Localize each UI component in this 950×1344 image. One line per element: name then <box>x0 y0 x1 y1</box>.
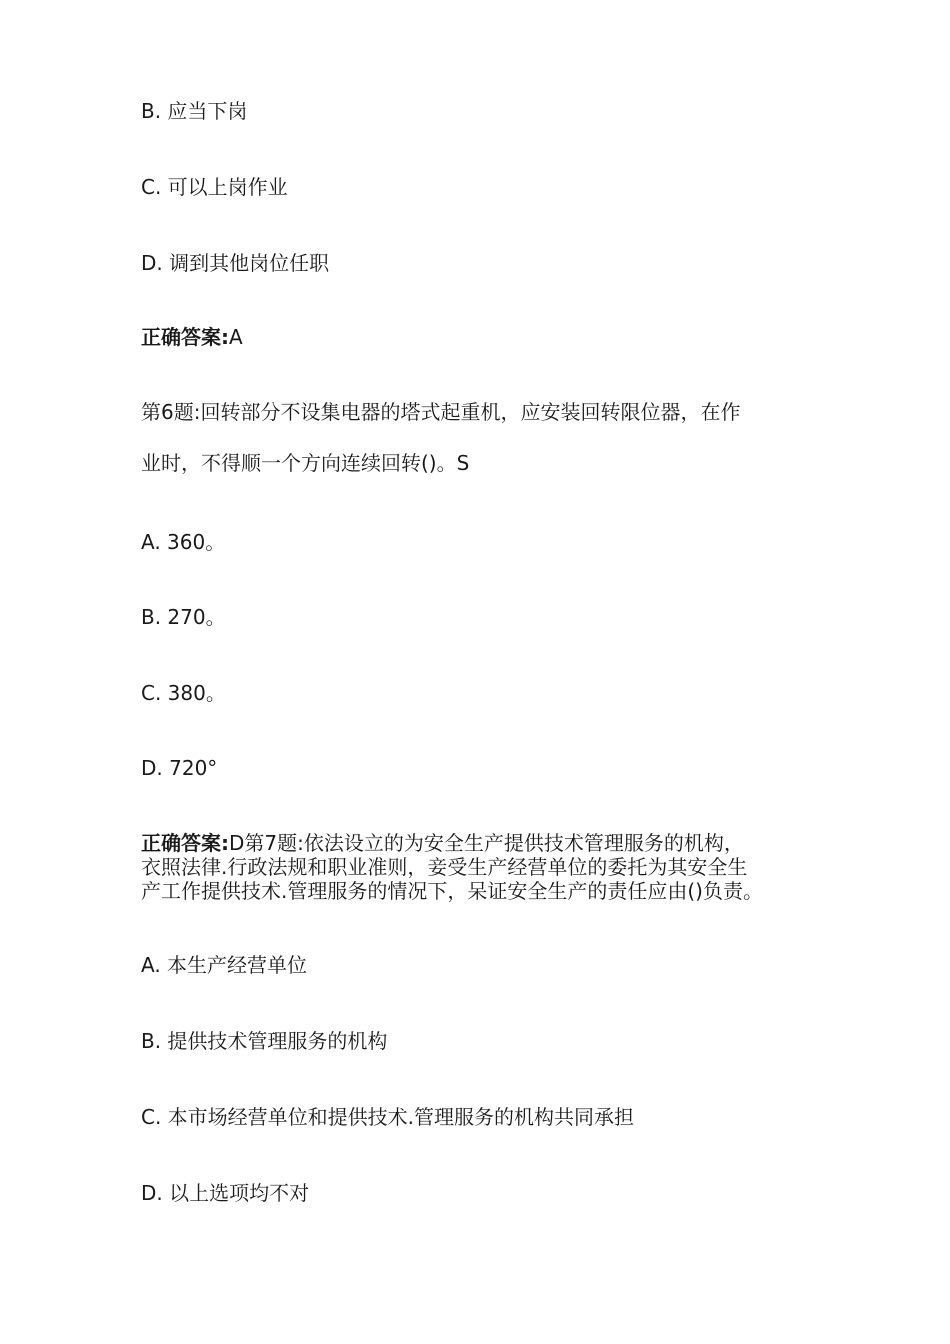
q6-answer-q7-stem <box>141 831 811 903</box>
answer-label: 正确答案: <box>141 831 229 855</box>
q7-option-b: B. 提供技术管理服务的机构 <box>141 1029 388 1053</box>
q7-stem-line-2: 衣照法律.行政法规和职业准则，妾受生产经营单位的委托为其安全生 <box>141 855 748 879</box>
q7-stem-line-1 <box>141 831 811 855</box>
q5-option-c: C. 可以上岗作业 <box>141 175 288 199</box>
q6-option-c: C. 380。 <box>141 681 226 705</box>
answer-value: A <box>229 325 243 349</box>
answer-value: D <box>229 831 245 855</box>
q7-stem-text: 第7题:依法设立的为安全生产提供技术管理服务的机构， <box>244 831 744 855</box>
q6-option-a: A. 360。 <box>141 530 226 554</box>
q6-stem-line-1: 第6题:回转部分不设集电器的塔式起重机，应安装回转限位器，在作 <box>141 400 741 424</box>
answer-label: 正确答案: <box>141 325 229 349</box>
q6-option-d: D. 720° <box>141 756 218 780</box>
q7-option-a: A. 本生产经营单位 <box>141 953 308 977</box>
q6-option-b: B. 270。 <box>141 605 226 629</box>
q7-stem-line-3: 产工作提供技术.管理服务的情况下，呆证安全生产的责任应由()负责。 <box>141 879 763 903</box>
q5-option-b: B. 应当下岗 <box>141 99 248 123</box>
q5-answer <box>141 324 243 350</box>
q7-option-c: C. 本市场经营单位和提供技术.管理服务的机构共同承担 <box>141 1105 635 1129</box>
q7-option-d: D. 以上选项均不对 <box>141 1181 310 1205</box>
q6-stem-line-2: 业时，不得顺一个方向连续回转()。S <box>141 451 470 475</box>
q5-option-d: D. 调到其他岗位任职 <box>141 251 330 275</box>
